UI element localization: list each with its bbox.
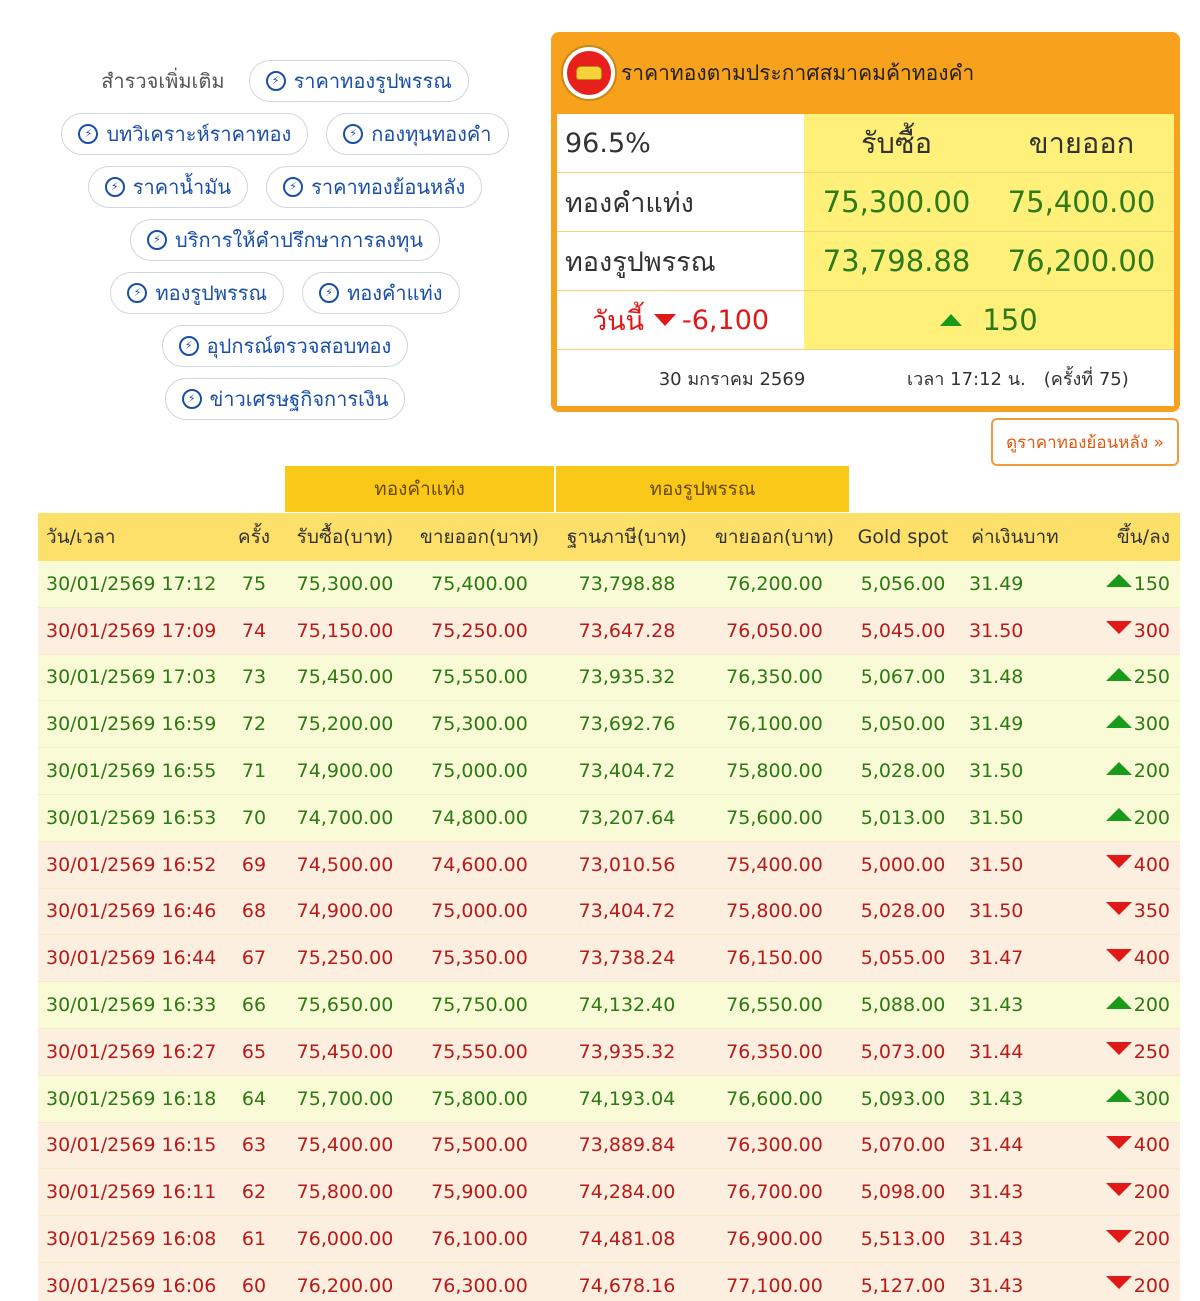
cell-change	[1071, 620, 1180, 642]
price-box-title: ราคาทองตามประกาศสมาคมค้าทองคำ	[621, 60, 975, 85]
group-header-gold-ornament: ทองรูปพรรณ	[556, 466, 849, 512]
link-label: บทวิเคราะห์ราคาทอง	[106, 121, 292, 146]
table-row	[38, 935, 1180, 982]
up-arrow-icon	[1106, 762, 1132, 775]
announce-round: (ครั้งที่ 75)	[1043, 368, 1129, 390]
cell-ornament-base: 73,935.32	[578, 666, 676, 689]
gold-association-logo	[561, 45, 617, 101]
cell-gold-spot: 5,028.00	[860, 900, 946, 923]
cell-change	[1071, 666, 1180, 688]
today-change-row	[557, 291, 1174, 350]
cell-round: 73	[241, 666, 267, 689]
link-gold-analysis[interactable]	[61, 113, 308, 155]
gold-ornament-label: ทองรูปพรรณ	[565, 246, 716, 278]
price-header-row	[557, 114, 1174, 173]
cell-ornament-sell: 75,800.00	[726, 760, 823, 783]
price-box-footer	[557, 350, 1174, 406]
link-investment-advice[interactable]	[130, 219, 440, 261]
down-arrow-icon	[1106, 855, 1132, 868]
change-value: 400	[1133, 1134, 1170, 1157]
link-label: ราคาน้ำมัน	[132, 174, 232, 199]
cell-gold-spot: 5,093.00	[860, 1087, 946, 1110]
cell-thb-rate: 31.49	[969, 572, 1024, 595]
cell-gold-spot: 5,088.00	[860, 994, 946, 1017]
change-value: 200	[1133, 1274, 1170, 1297]
cell-gold-spot: 5,073.00	[860, 1040, 946, 1063]
gold-price-box	[551, 32, 1180, 412]
bolt-icon: ⚡	[266, 71, 286, 91]
link-gold-history[interactable]	[266, 166, 482, 208]
cell-thb-rate: 31.44	[969, 1134, 1024, 1157]
table-row	[38, 1123, 1180, 1170]
purity-label: 96.5%	[565, 127, 651, 159]
bolt-icon: ⚡	[179, 336, 199, 356]
cell-gold-spot: 5,013.00	[860, 806, 946, 829]
up-arrow-icon	[1106, 1089, 1132, 1102]
cell-bar-sell: 75,400.00	[431, 572, 528, 595]
cell-thb-rate: 31.43	[969, 1228, 1024, 1251]
cell-ornament-base: 73,404.72	[578, 900, 676, 923]
cell-gold-spot: 5,513.00	[860, 1228, 946, 1251]
table-body	[38, 561, 1180, 1301]
cell-thb-rate: 31.50	[969, 806, 1024, 829]
cell-round: 63	[241, 1134, 267, 1157]
cell-bar-sell: 74,800.00	[431, 806, 528, 829]
col-datetime: วัน/เวลา	[46, 526, 116, 548]
cell-ornament-sell: 76,900.00	[726, 1228, 823, 1251]
cell-bar-sell: 76,100.00	[431, 1228, 528, 1251]
cell-round: 61	[241, 1228, 267, 1251]
cell-round: 62	[241, 1181, 267, 1204]
table-row	[38, 561, 1180, 608]
change-value: 400	[1133, 947, 1170, 970]
cell-ornament-base: 73,692.76	[578, 713, 676, 736]
table-row	[38, 655, 1180, 702]
col-change: ขึ้น/ลง	[1116, 526, 1170, 548]
explore-label: สำรวจเพิ่มเติม	[101, 68, 225, 93]
cell-thb-rate: 31.44	[969, 1040, 1024, 1063]
explore-row	[30, 266, 540, 319]
cell-bar-buy: 74,500.00	[296, 853, 394, 876]
cell-ornament-sell: 76,300.00	[726, 1134, 823, 1157]
up-arrow-icon	[940, 314, 962, 326]
cell-bar-sell: 75,550.00	[431, 666, 528, 689]
cell-bar-sell: 75,500.00	[431, 1134, 528, 1157]
cell-change	[1071, 1228, 1180, 1250]
cell-datetime: 30/01/2569 16:18	[46, 1087, 217, 1110]
bolt-icon: ⚡	[147, 230, 167, 250]
explore-row	[30, 213, 540, 266]
cell-change	[1071, 994, 1180, 1016]
col-gold-spot: Gold spot	[857, 526, 949, 548]
table-row	[38, 1263, 1180, 1301]
cell-round: 71	[241, 760, 267, 783]
cell-change	[1071, 573, 1180, 595]
cell-bar-sell: 75,800.00	[431, 1087, 528, 1110]
down-arrow-icon	[1106, 1183, 1132, 1196]
gold-ornament-sell: 76,200.00	[989, 232, 1174, 290]
cell-ornament-base: 74,193.04	[578, 1087, 676, 1110]
table-row	[38, 608, 1180, 655]
col-bar-buy: รับซื้อ(บาท)	[296, 526, 394, 548]
cell-datetime: 30/01/2569 16:55	[46, 760, 217, 783]
down-arrow-icon	[654, 314, 676, 326]
cell-datetime: 30/01/2569 16:08	[46, 1228, 217, 1251]
cell-ornament-sell: 76,550.00	[726, 994, 823, 1017]
sell-label: ขายออก	[989, 114, 1174, 172]
table-row	[38, 1216, 1180, 1263]
cell-bar-buy: 75,700.00	[296, 1087, 394, 1110]
link-gold-testing-tools[interactable]	[162, 325, 409, 367]
link-label: ทองคำแท่ง	[347, 280, 443, 305]
cell-round: 68	[241, 900, 267, 923]
cell-gold-spot: 5,050.00	[860, 713, 946, 736]
change-value: 200	[1133, 1228, 1170, 1251]
explore-row	[30, 54, 540, 107]
cell-datetime: 30/01/2569 16:33	[46, 994, 217, 1017]
cell-ornament-base: 73,738.24	[578, 947, 676, 970]
table-row	[38, 1076, 1180, 1123]
gold-ornament-row	[557, 232, 1174, 291]
cell-ornament-base: 73,404.72	[578, 760, 676, 783]
change-value: 300	[1133, 1087, 1170, 1110]
cell-ornament-sell: 76,050.00	[726, 619, 823, 642]
up-arrow-icon	[1106, 808, 1132, 821]
table-header	[38, 513, 1180, 561]
explore-row	[30, 160, 540, 213]
cell-bar-buy: 75,400.00	[296, 1134, 394, 1157]
cell-gold-spot: 5,055.00	[860, 947, 946, 970]
cell-ornament-base: 73,935.32	[578, 1040, 676, 1063]
cell-ornament-base: 74,284.00	[578, 1181, 676, 1204]
cell-ornament-base: 73,798.88	[578, 572, 676, 595]
table-row	[38, 795, 1180, 842]
announce-date: 30 มกราคม 2569	[658, 368, 806, 390]
price-box-header	[557, 32, 1174, 114]
table-row	[38, 748, 1180, 795]
cell-change	[1071, 947, 1180, 969]
cell-round: 65	[241, 1040, 267, 1063]
gold-bar-buy: 75,300.00	[804, 173, 989, 231]
cell-bar-buy: 75,300.00	[296, 572, 394, 595]
cell-thb-rate: 31.43	[969, 1274, 1024, 1297]
cell-ornament-sell: 76,200.00	[726, 572, 823, 595]
last-change	[804, 291, 1174, 349]
cell-round: 72	[241, 713, 267, 736]
down-arrow-icon	[1106, 902, 1132, 915]
up-arrow-icon	[1106, 996, 1132, 1009]
link-label: อุปกรณ์ตรวจสอบทอง	[206, 333, 392, 358]
cell-change	[1071, 713, 1180, 735]
cell-ornament-base: 73,889.84	[578, 1134, 676, 1157]
link-economic-news[interactable]	[165, 378, 406, 420]
cell-bar-sell: 75,250.00	[431, 619, 528, 642]
change-value: 200	[1133, 1181, 1170, 1204]
up-arrow-icon	[1106, 574, 1132, 587]
cell-bar-sell: 75,000.00	[431, 760, 528, 783]
cell-gold-spot: 5,056.00	[860, 572, 946, 595]
cell-ornament-sell: 75,400.00	[726, 853, 823, 876]
change-value: 200	[1133, 760, 1170, 783]
cell-change	[1071, 900, 1180, 922]
bolt-icon: ⚡	[343, 124, 363, 144]
cell-bar-sell: 75,550.00	[431, 1040, 528, 1063]
cell-bar-sell: 76,300.00	[431, 1274, 528, 1297]
cell-round: 67	[241, 947, 267, 970]
cell-bar-sell: 75,300.00	[431, 713, 528, 736]
announce-time: เวลา 17:12 น.	[907, 368, 1026, 390]
cell-bar-sell: 75,750.00	[431, 994, 528, 1017]
cell-bar-buy: 76,200.00	[296, 1274, 394, 1297]
cell-round: 75	[241, 572, 267, 595]
bolt-icon: ⚡	[105, 177, 125, 197]
cell-thb-rate: 31.50	[969, 853, 1024, 876]
link-label: บริการให้คำปรึกษาการลงทุน	[175, 227, 423, 252]
cell-thb-rate: 31.48	[969, 666, 1024, 689]
view-history-button[interactable]: ดูราคาทองย้อนหลัง »	[991, 418, 1179, 466]
explore-row	[30, 107, 540, 160]
cell-datetime: 30/01/2569 16:06	[46, 1274, 217, 1297]
price-history-table	[38, 513, 1180, 1301]
cell-bar-sell: 75,900.00	[431, 1181, 528, 1204]
link-gold-bar[interactable]	[302, 272, 459, 314]
cell-datetime: 30/01/2569 16:46	[46, 900, 217, 923]
cell-datetime: 30/01/2569 16:59	[46, 713, 217, 736]
table-row	[38, 701, 1180, 748]
change-value: 250	[1133, 666, 1170, 689]
cell-thb-rate: 31.43	[969, 994, 1024, 1017]
cell-ornament-sell: 76,350.00	[726, 666, 823, 689]
table-row	[38, 889, 1180, 936]
cell-ornament-sell: 75,800.00	[726, 900, 823, 923]
cell-thb-rate: 31.47	[969, 947, 1024, 970]
cell-change	[1071, 807, 1180, 829]
cell-ornament-sell: 76,100.00	[726, 713, 823, 736]
link-label: กองทุนทองคำ	[371, 121, 492, 146]
link-gold-ornament-price[interactable]	[249, 60, 469, 102]
cell-datetime: 30/01/2569 16:44	[46, 947, 217, 970]
down-arrow-icon	[1106, 621, 1132, 634]
logo-inner	[567, 51, 611, 95]
cell-change	[1071, 1134, 1180, 1156]
gold-bar-label: ทองคำแท่ง	[565, 187, 694, 219]
cell-datetime: 30/01/2569 16:15	[46, 1134, 217, 1157]
cell-bar-buy: 75,150.00	[296, 619, 394, 642]
cell-ornament-base: 74,132.40	[578, 994, 676, 1017]
buy-label: รับซื้อ	[804, 114, 989, 172]
cell-gold-spot: 5,045.00	[860, 619, 946, 642]
change-value: 200	[1133, 806, 1170, 829]
col-round: ครั้ง	[237, 526, 271, 548]
cell-datetime: 30/01/2569 17:09	[46, 619, 217, 642]
bolt-icon: ⚡	[283, 177, 303, 197]
cell-datetime: 30/01/2569 17:12	[46, 572, 217, 595]
table-row	[38, 842, 1180, 889]
link-label: ราคาทองย้อนหลัง	[311, 174, 466, 199]
gold-ornament-buy: 73,798.88	[804, 232, 989, 290]
cell-gold-spot: 5,127.00	[860, 1274, 946, 1297]
cell-change	[1071, 854, 1180, 876]
cell-round: 70	[241, 806, 267, 829]
col-ornament-base: ฐานภาษี(บาท)	[567, 526, 687, 548]
change-value: 200	[1133, 994, 1170, 1017]
cell-round: 64	[241, 1087, 267, 1110]
bolt-icon: ⚡	[78, 124, 98, 144]
group-header-gold-bar: ทองคำแท่ง	[285, 466, 554, 512]
change-value: 350	[1133, 900, 1170, 923]
cell-ornament-base: 73,207.64	[578, 806, 676, 829]
bolt-icon: ⚡	[182, 389, 202, 409]
cell-change	[1071, 1275, 1180, 1297]
cell-ornament-sell: 76,600.00	[726, 1087, 823, 1110]
gold-bar-row	[557, 173, 1174, 232]
gold-bar-sell: 75,400.00	[989, 173, 1174, 231]
cell-datetime: 30/01/2569 16:27	[46, 1040, 217, 1063]
cell-ornament-sell: 77,100.00	[726, 1274, 823, 1297]
cell-gold-spot: 5,070.00	[860, 1134, 946, 1157]
cell-change	[1071, 760, 1180, 782]
cell-bar-buy: 75,450.00	[296, 666, 394, 689]
up-arrow-icon	[1106, 715, 1132, 728]
cell-bar-buy: 75,200.00	[296, 713, 394, 736]
cell-ornament-base: 73,647.28	[578, 619, 676, 642]
link-label: ทองรูปพรรณ	[155, 280, 268, 305]
down-arrow-icon	[1106, 1042, 1132, 1055]
change-value: 400	[1133, 853, 1170, 876]
cell-bar-buy: 74,900.00	[296, 760, 394, 783]
cell-gold-spot: 5,000.00	[860, 853, 946, 876]
today-label: วันนี้	[591, 305, 645, 337]
link-gold-fund[interactable]	[326, 113, 508, 155]
cell-bar-sell: 74,600.00	[431, 853, 528, 876]
cell-gold-spot: 5,067.00	[860, 666, 946, 689]
cell-gold-spot: 5,098.00	[860, 1181, 946, 1204]
change-value: 300	[1133, 619, 1170, 642]
link-label: ราคาทองรูปพรรณ	[293, 68, 452, 93]
link-oil-price[interactable]	[88, 166, 248, 208]
cell-ornament-base: 73,010.56	[578, 853, 676, 876]
cell-round: 66	[241, 994, 267, 1017]
table-row	[38, 1169, 1180, 1216]
table-row	[38, 982, 1180, 1029]
today-change-value: -6,100	[682, 304, 770, 336]
cell-datetime: 30/01/2569 16:11	[46, 1181, 217, 1204]
cell-thb-rate: 31.43	[969, 1181, 1024, 1204]
cell-ornament-base: 74,481.08	[578, 1228, 676, 1251]
cell-thb-rate: 31.49	[969, 713, 1024, 736]
col-bar-sell: ขายออก(บาท)	[419, 526, 540, 548]
explore-section	[30, 54, 540, 425]
today-change	[557, 291, 804, 349]
cell-gold-spot: 5,028.00	[860, 760, 946, 783]
cell-round: 69	[241, 853, 267, 876]
cell-datetime: 30/01/2569 17:03	[46, 666, 217, 689]
down-arrow-icon	[1106, 949, 1132, 962]
cell-ornament-base: 74,678.16	[578, 1274, 676, 1297]
cell-ornament-sell: 76,350.00	[726, 1040, 823, 1063]
table-row	[38, 1029, 1180, 1076]
cell-bar-sell: 75,350.00	[431, 947, 528, 970]
change-value: 250	[1133, 1040, 1170, 1063]
down-arrow-icon	[1106, 1136, 1132, 1149]
cell-thb-rate: 31.50	[969, 760, 1024, 783]
bolt-icon: ⚡	[127, 283, 147, 303]
cell-bar-sell: 75,000.00	[431, 900, 528, 923]
down-arrow-icon	[1106, 1230, 1132, 1243]
cell-change	[1071, 1088, 1180, 1110]
gold-ingot-icon	[576, 66, 602, 80]
cell-change	[1071, 1181, 1180, 1203]
col-ornament-sell: ขายออก(บาท)	[714, 526, 835, 548]
cell-round: 74	[241, 619, 267, 642]
cell-thb-rate: 31.50	[969, 619, 1024, 642]
cell-thb-rate: 31.43	[969, 1087, 1024, 1110]
col-thb-rate: ค่าเงินบาท	[971, 526, 1059, 548]
cell-bar-buy: 75,800.00	[296, 1181, 394, 1204]
change-value: 300	[1133, 713, 1170, 736]
link-label: ข่าวเศรษฐกิจการเงิน	[209, 386, 389, 411]
cell-datetime: 30/01/2569 16:52	[46, 853, 217, 876]
explore-row	[30, 372, 540, 425]
last-change-value: 150	[982, 303, 1038, 337]
cell-ornament-sell: 75,600.00	[726, 806, 823, 829]
link-gold-ornament[interactable]	[110, 272, 284, 314]
cell-bar-buy: 75,250.00	[296, 947, 394, 970]
bolt-icon: ⚡	[319, 283, 339, 303]
cell-bar-buy: 75,650.00	[296, 994, 394, 1017]
cell-bar-buy: 75,450.00	[296, 1040, 394, 1063]
cell-ornament-sell: 76,150.00	[726, 947, 823, 970]
price-box-body	[557, 114, 1174, 406]
up-arrow-icon	[1106, 668, 1132, 681]
explore-row	[30, 319, 540, 372]
cell-round: 60	[241, 1274, 267, 1297]
cell-thb-rate: 31.50	[969, 900, 1024, 923]
cell-bar-buy: 76,000.00	[296, 1228, 394, 1251]
cell-bar-buy: 74,700.00	[296, 806, 394, 829]
cell-ornament-sell: 76,700.00	[726, 1181, 823, 1204]
cell-change	[1071, 1041, 1180, 1063]
cell-bar-buy: 74,900.00	[296, 900, 394, 923]
cell-datetime: 30/01/2569 16:53	[46, 806, 217, 829]
change-value: 150	[1133, 572, 1170, 595]
down-arrow-icon	[1106, 1276, 1132, 1289]
